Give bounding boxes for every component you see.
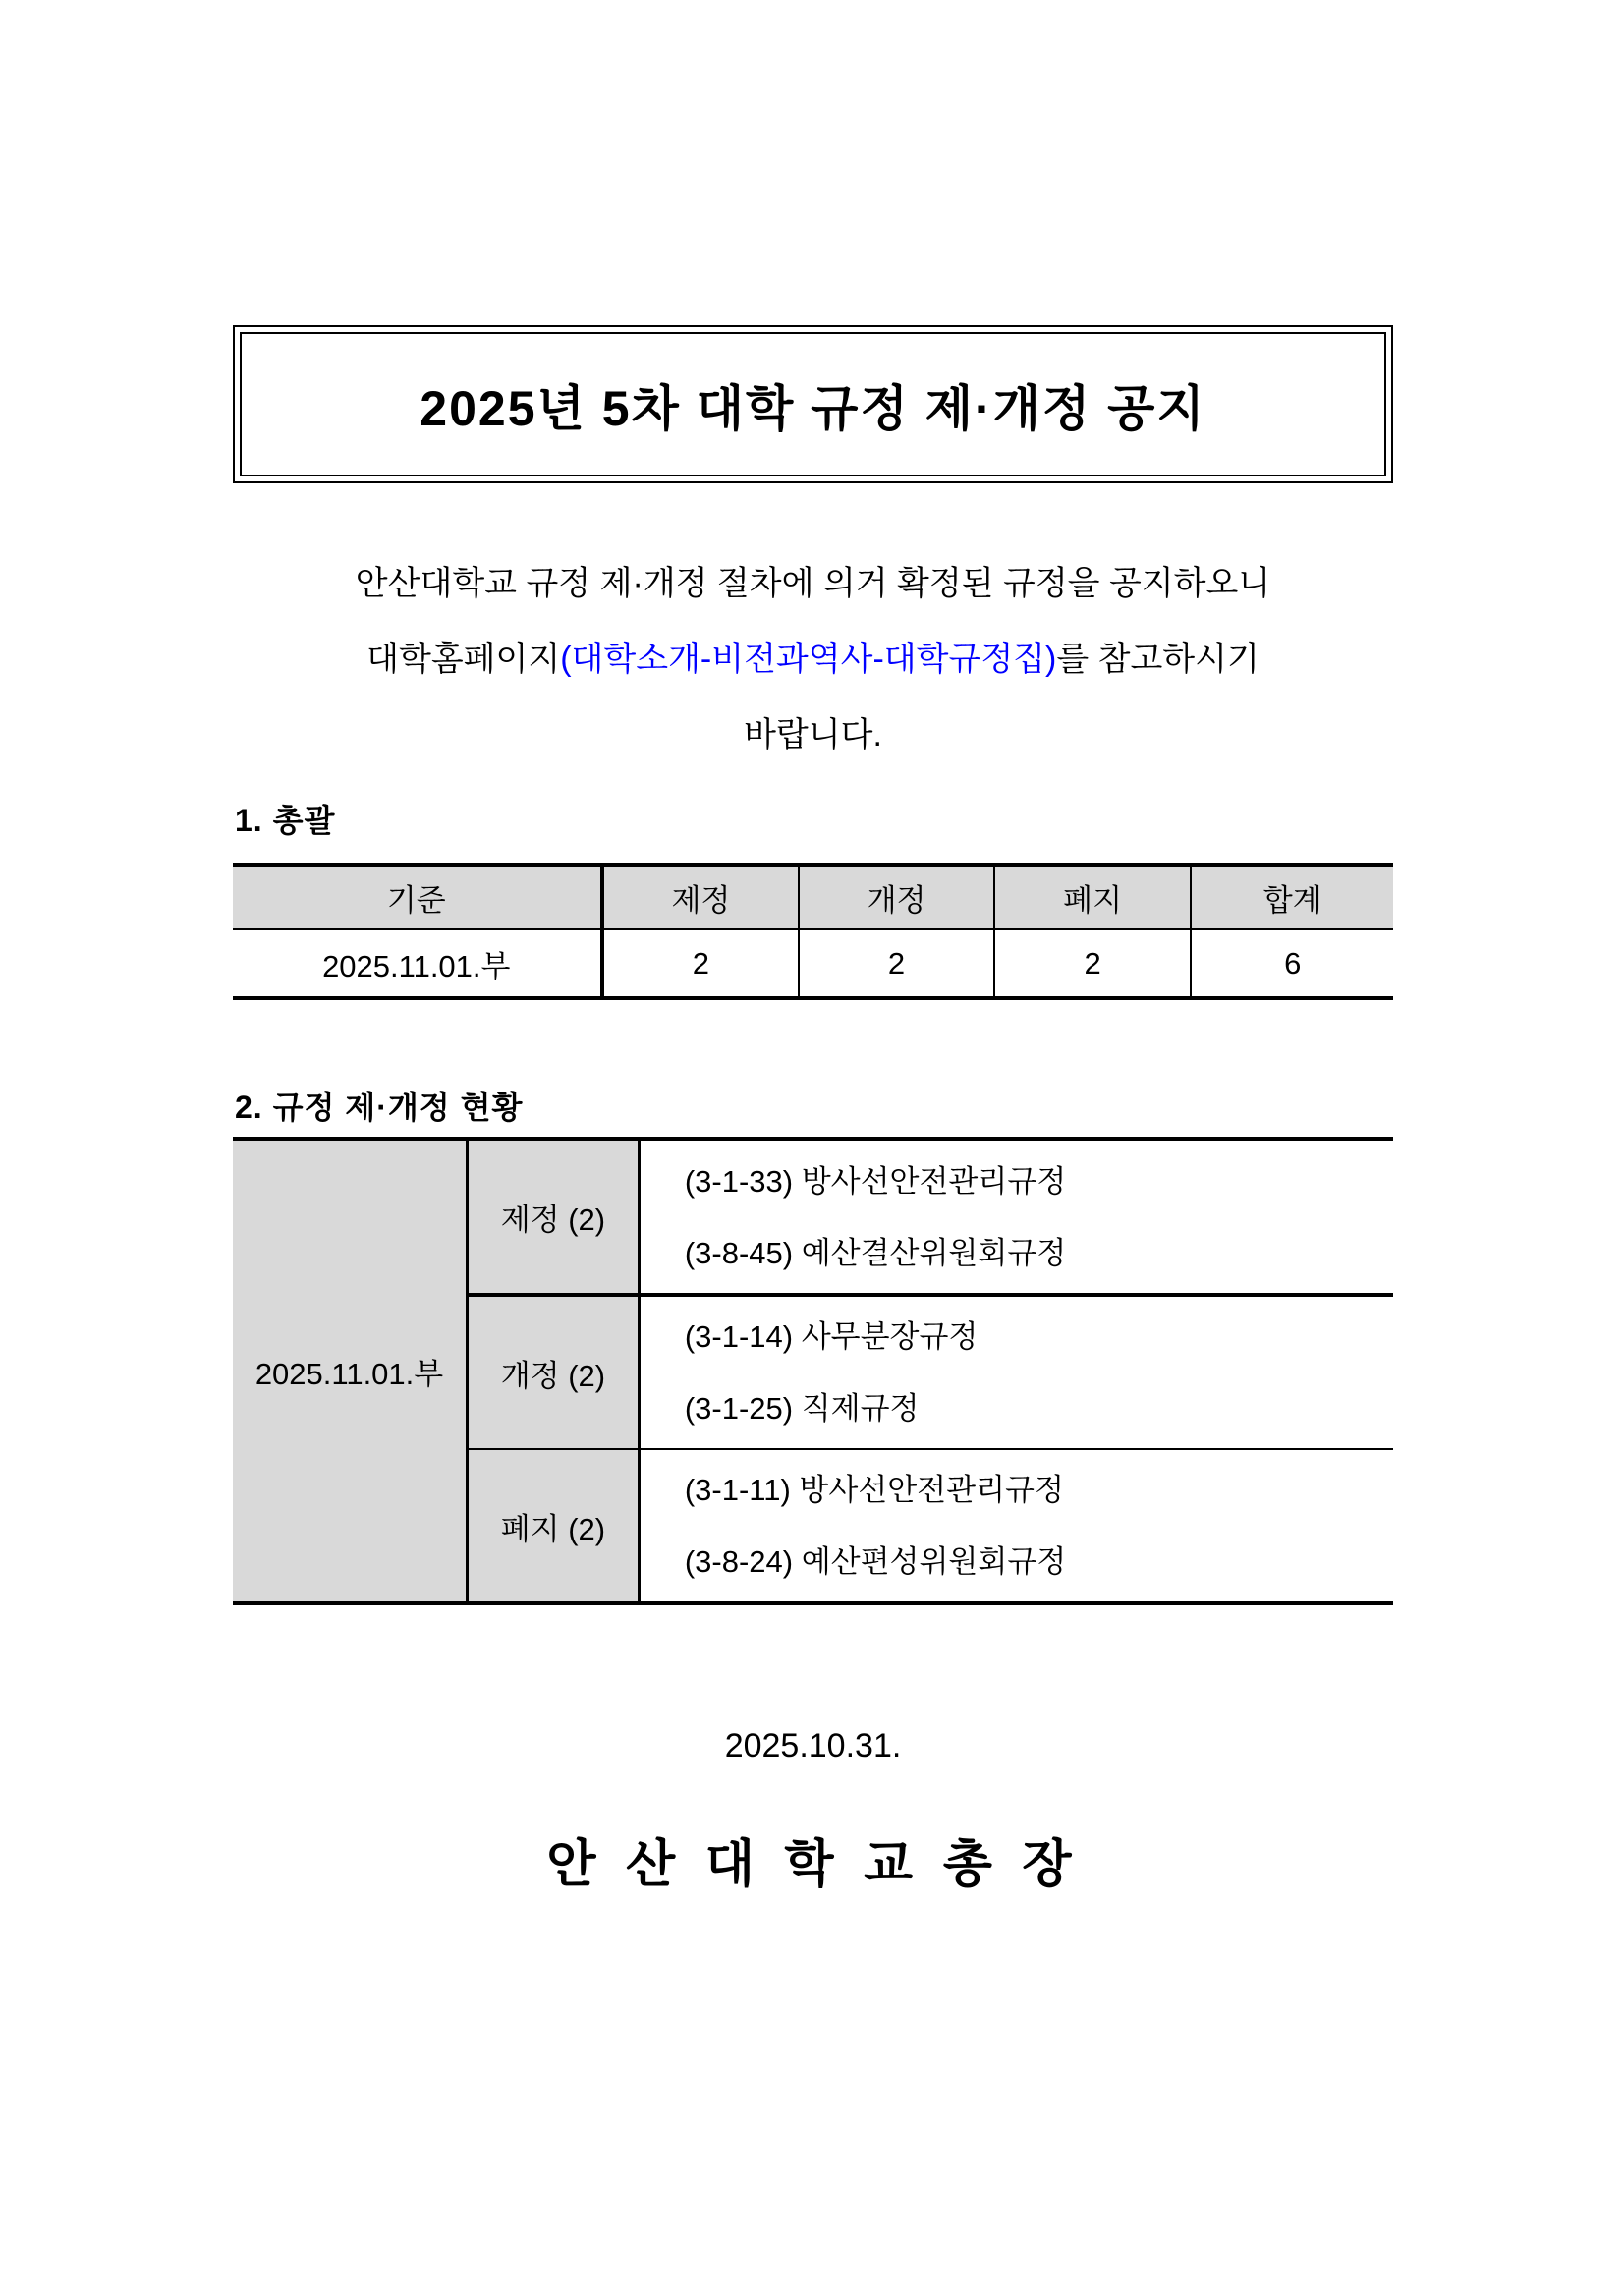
regulation-item: (3-1-14) 사무분장규정: [684, 1319, 979, 1354]
summary-cell-revised: 2: [799, 929, 993, 998]
detail-table: [233, 1137, 1393, 1605]
section-heading-summary: 1. 총괄: [235, 803, 336, 838]
summary-cell-enacted: 2: [602, 929, 800, 998]
detail-category-abolished: 폐지 (2): [468, 1449, 640, 1603]
detail-date-cell: 2025.11.01.부: [233, 1139, 468, 1603]
title-box-inner-border: [240, 332, 1386, 476]
notice-line-1-text: 안산대학교 규정 제·개정 절차에 의거 확정된 규정을 공지하오니: [355, 565, 1271, 602]
notice-line-1: [233, 546, 1393, 622]
signature-president: 안 산 대 학 교 총 장: [546, 1836, 1080, 1893]
detail-row-enacted: [233, 1139, 1393, 1295]
summary-cell-basis: 2025.11.01.부: [233, 929, 602, 998]
summary-cell-total: 6: [1191, 929, 1393, 998]
notice-line-3-text: 바랍니다.: [744, 716, 882, 754]
notice-line-2-suffix: 를 참고하시기: [1056, 641, 1260, 678]
summary-header-enacted: 제정: [602, 865, 800, 929]
homepage-link[interactable]: (대학소개-비전과역사-대학규정집): [560, 641, 1057, 678]
title-box: [233, 325, 1393, 483]
regulation-item: (3-1-33) 방사선안전관리규정: [684, 1163, 1067, 1199]
notice-line-2-prefix: 대학홈페이지: [366, 641, 561, 678]
summary-header-total: 합계: [1191, 865, 1393, 929]
notice-line-3: [233, 698, 1393, 773]
summary-header-revised: 개정: [799, 865, 993, 929]
section-heading-details: 2. 규정 제·개정 현황: [235, 1090, 524, 1125]
summary-cell-abolished: 2: [994, 929, 1192, 998]
summary-data-row: [233, 929, 1393, 998]
detail-category-revised: 개정 (2): [468, 1295, 640, 1449]
detail-items-enacted: [639, 1139, 1393, 1295]
regulation-item: (3-1-11) 방사선안전관리규정: [684, 1473, 1064, 1507]
summary-header-row: [233, 865, 1393, 929]
notice-line-2: [233, 622, 1393, 698]
regulation-item: (3-8-24) 예산편성위원회규정: [684, 1544, 1067, 1579]
regulation-item: (3-1-25) 직제규정: [684, 1391, 920, 1426]
notice-paragraph: [233, 546, 1393, 773]
detail-items-revised: [639, 1295, 1393, 1449]
regulation-item: (3-8-45) 예산결산위원회규정: [684, 1235, 1067, 1270]
summary-header-abolished: 폐지: [994, 865, 1192, 929]
document-title: 2025년 5차 대학 규정 제·개정 공지: [420, 380, 1206, 436]
detail-items-abolished: [639, 1449, 1393, 1603]
detail-category-enacted: 제정 (2): [468, 1139, 640, 1295]
summary-table: [233, 863, 1393, 1000]
summary-header-basis: 기준: [233, 865, 602, 929]
issue-date: 2025.10.31.: [724, 1727, 902, 1764]
